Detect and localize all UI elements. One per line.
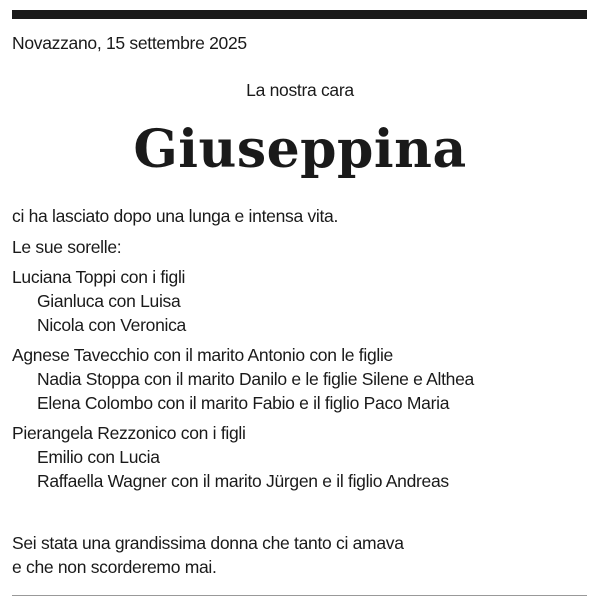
dateline: Novazzano, 15 settembre 2025 xyxy=(12,33,247,53)
family-head: Luciana Toppi con i figli xyxy=(12,267,186,287)
closing-line: e che non scorderemo mai. xyxy=(12,557,217,577)
family-member: Elena Colombo con il marito Fabio e il figlio Paco Maria xyxy=(37,393,450,413)
family-member: Emilio con Lucia xyxy=(37,447,160,467)
deceased-name: Giuseppina xyxy=(133,119,467,180)
family-member: Nicola con Veronica xyxy=(37,315,186,335)
sisters-heading: Le sue sorelle: xyxy=(12,237,122,257)
statement: ci ha lasciato dopo una lunga e intensa vita. xyxy=(12,206,339,226)
family-head: Agnese Tavecchio con il marito Antonio con le figlie xyxy=(12,345,393,365)
family-head: Pierangela Rezzonico con i figli xyxy=(12,423,246,443)
top-rule xyxy=(12,10,587,19)
family-member: Nadia Stoppa con il marito Danilo e le figlie Silene e Althea xyxy=(37,369,474,389)
closing-line: Sei stata una grandissima donna che tanto ci amava xyxy=(12,533,404,553)
bottom-rule xyxy=(12,595,587,596)
family-member: Gianluca con Luisa xyxy=(37,291,181,311)
intro-text: La nostra cara xyxy=(246,80,354,100)
family-member: Raffaella Wagner con il marito Jürgen e il figlio Andreas xyxy=(37,471,449,491)
